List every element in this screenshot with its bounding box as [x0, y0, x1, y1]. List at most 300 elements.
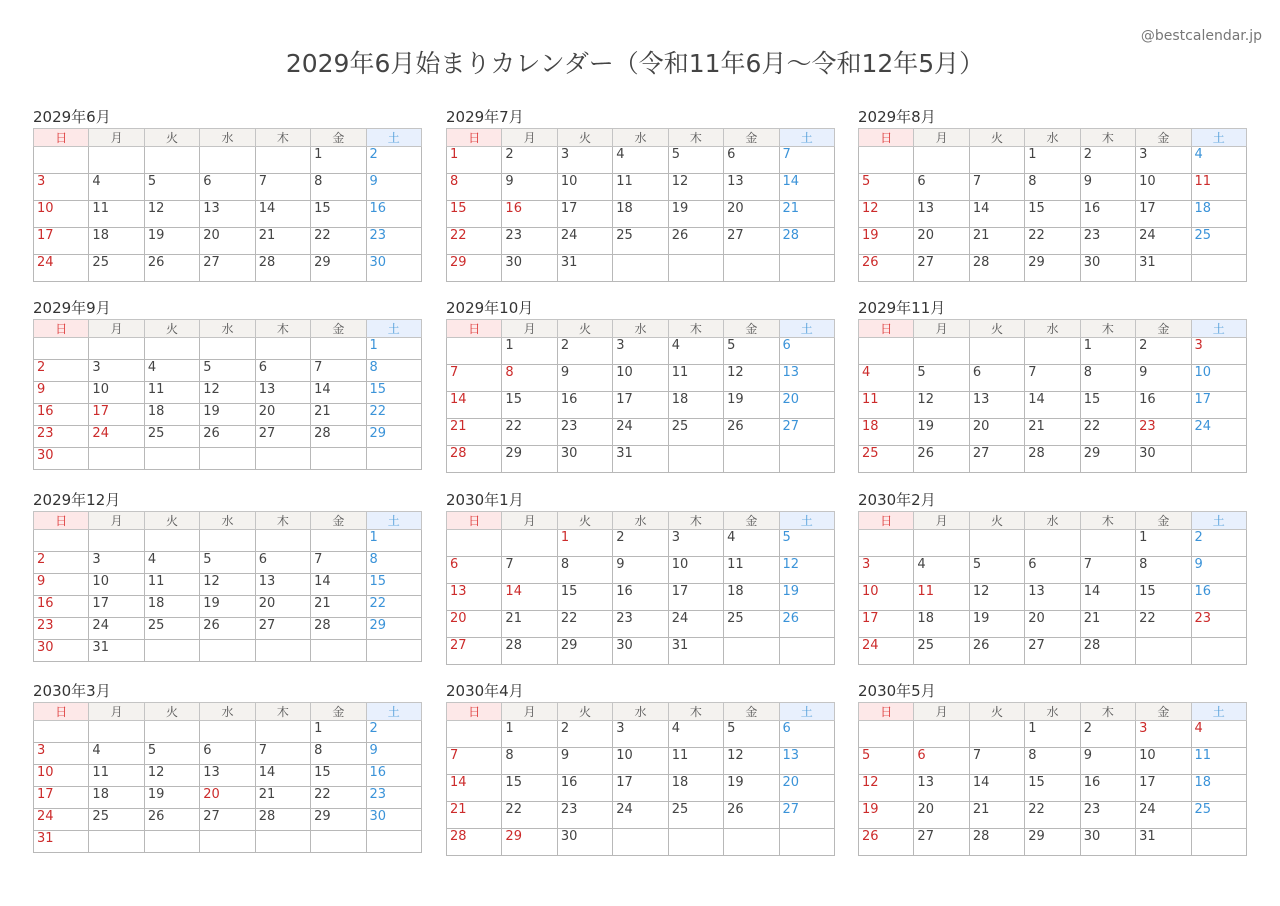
- day-cell: 7: [779, 147, 834, 174]
- day-cell: 25: [914, 638, 969, 665]
- empty-cell: [144, 448, 199, 470]
- day-cell: 28: [311, 426, 366, 448]
- day-cell: 27: [200, 255, 255, 282]
- weekday-header: 土: [366, 703, 421, 721]
- day-cell: 13: [1025, 584, 1080, 611]
- empty-cell: [144, 831, 199, 853]
- week-row: [859, 228, 1247, 255]
- month-calendar: [446, 489, 835, 665]
- month-calendar: [33, 489, 422, 662]
- day-cell: 20: [724, 201, 779, 228]
- day-cell: 10: [1136, 174, 1191, 201]
- empty-cell: [613, 829, 668, 856]
- day-cell: 3: [34, 174, 89, 201]
- day-cell: 5: [724, 721, 779, 748]
- day-cell: 18: [613, 201, 668, 228]
- month-calendar: [858, 489, 1247, 665]
- day-cell: 16: [557, 392, 612, 419]
- week-row: [859, 201, 1247, 228]
- day-cell: 6: [914, 748, 969, 775]
- day-cell: 28: [1025, 446, 1080, 473]
- month-table: [33, 511, 422, 662]
- day-cell: 6: [724, 147, 779, 174]
- day-cell: 29: [311, 255, 366, 282]
- day-cell: 26: [724, 419, 779, 446]
- day-cell: 13: [779, 365, 834, 392]
- day-cell: 3: [557, 147, 612, 174]
- weekday-header: 土: [1191, 512, 1246, 530]
- weekday-header: 月: [502, 512, 557, 530]
- day-cell: 17: [1191, 392, 1246, 419]
- day-cell: 14: [1080, 584, 1135, 611]
- day-cell: 21: [969, 802, 1024, 829]
- day-cell: 3: [1136, 147, 1191, 174]
- day-cell: 17: [1136, 775, 1191, 802]
- day-cell: 8: [502, 748, 557, 775]
- week-row: [859, 748, 1247, 775]
- week-row: [34, 201, 422, 228]
- day-cell: 17: [89, 596, 144, 618]
- day-cell: 2: [366, 147, 421, 174]
- month-calendar: [33, 106, 422, 282]
- day-cell: 7: [447, 365, 502, 392]
- day-cell: 27: [779, 419, 834, 446]
- day-cell: 5: [914, 365, 969, 392]
- day-cell: 13: [200, 201, 255, 228]
- day-cell: 19: [724, 392, 779, 419]
- day-cell: 24: [1136, 228, 1191, 255]
- weekday-header: 水: [1025, 512, 1080, 530]
- day-cell: 26: [668, 228, 723, 255]
- day-cell: 23: [1080, 228, 1135, 255]
- day-cell: 31: [613, 446, 668, 473]
- week-row: [859, 338, 1247, 365]
- day-cell: 8: [557, 557, 612, 584]
- day-cell: 28: [311, 618, 366, 640]
- weekday-header: 金: [724, 129, 779, 147]
- day-cell: 27: [447, 638, 502, 665]
- empty-cell: [89, 147, 144, 174]
- day-cell: 16: [1080, 201, 1135, 228]
- day-cell: 28: [779, 228, 834, 255]
- empty-cell: [1191, 829, 1246, 856]
- weekday-header: 木: [668, 129, 723, 147]
- day-cell: 18: [89, 787, 144, 809]
- empty-cell: [200, 721, 255, 743]
- day-cell: 5: [144, 174, 199, 201]
- week-row: [34, 596, 422, 618]
- day-cell: 3: [1191, 338, 1246, 365]
- day-cell: 6: [1025, 557, 1080, 584]
- day-cell: 27: [969, 446, 1024, 473]
- day-cell: 12: [200, 574, 255, 596]
- week-row: [859, 255, 1247, 282]
- weekday-header: 月: [502, 129, 557, 147]
- day-cell: 22: [1136, 611, 1191, 638]
- day-cell: 5: [144, 743, 199, 765]
- empty-cell: [200, 831, 255, 853]
- weekday-header: 水: [1025, 703, 1080, 721]
- day-cell: 10: [859, 584, 914, 611]
- week-row: [859, 721, 1247, 748]
- day-cell: 29: [366, 426, 421, 448]
- month-calendar: [446, 680, 835, 856]
- day-cell: 17: [34, 787, 89, 809]
- day-cell: 4: [613, 147, 668, 174]
- day-cell: 29: [1025, 255, 1080, 282]
- week-row: [859, 392, 1247, 419]
- empty-cell: [859, 721, 914, 748]
- week-row: [859, 557, 1247, 584]
- day-cell: 25: [668, 419, 723, 446]
- empty-cell: [255, 530, 310, 552]
- month-calendar: [33, 297, 422, 470]
- day-cell: 15: [366, 382, 421, 404]
- day-cell: 22: [311, 228, 366, 255]
- day-cell: 21: [447, 802, 502, 829]
- month-table: [33, 702, 422, 853]
- empty-cell: [255, 640, 310, 662]
- day-cell: 8: [311, 174, 366, 201]
- day-cell: 12: [859, 201, 914, 228]
- day-cell: 11: [89, 765, 144, 787]
- day-cell: 24: [859, 638, 914, 665]
- month-table: [446, 511, 835, 665]
- month-label: 2030年3月: [33, 682, 111, 700]
- day-cell: 18: [668, 392, 723, 419]
- weekday-header: 土: [1191, 703, 1246, 721]
- week-row: [859, 611, 1247, 638]
- empty-cell: [724, 255, 779, 282]
- day-cell: 20: [1025, 611, 1080, 638]
- empty-cell: [502, 530, 557, 557]
- day-cell: 4: [859, 365, 914, 392]
- day-cell: 23: [366, 787, 421, 809]
- day-cell: 16: [366, 201, 421, 228]
- day-cell: 21: [311, 404, 366, 426]
- day-cell: 26: [144, 255, 199, 282]
- week-row: [447, 201, 835, 228]
- day-cell: 14: [969, 775, 1024, 802]
- day-cell: 25: [89, 255, 144, 282]
- day-cell: 11: [859, 392, 914, 419]
- day-cell: 1: [1025, 147, 1080, 174]
- day-cell: 5: [724, 338, 779, 365]
- day-cell: 26: [724, 802, 779, 829]
- day-cell: 19: [914, 419, 969, 446]
- day-cell: 6: [969, 365, 1024, 392]
- month-table: [33, 319, 422, 470]
- empty-cell: [200, 530, 255, 552]
- weekday-header: 日: [859, 512, 914, 530]
- day-cell: 20: [255, 404, 310, 426]
- weekday-header: 火: [969, 512, 1024, 530]
- day-cell: 12: [200, 382, 255, 404]
- day-cell: 28: [255, 809, 310, 831]
- week-row: [859, 638, 1247, 665]
- day-cell: 11: [1191, 748, 1246, 775]
- empty-cell: [1136, 638, 1191, 665]
- empty-cell: [914, 338, 969, 365]
- day-cell: 25: [859, 446, 914, 473]
- day-cell: 7: [969, 174, 1024, 201]
- day-cell: 9: [34, 574, 89, 596]
- day-cell: 31: [668, 638, 723, 665]
- day-cell: 10: [668, 557, 723, 584]
- day-cell: 28: [447, 446, 502, 473]
- day-cell: 27: [914, 255, 969, 282]
- day-cell: 6: [779, 338, 834, 365]
- month-calendar: [858, 106, 1247, 282]
- day-cell: 16: [557, 775, 612, 802]
- weekday-header: 木: [668, 512, 723, 530]
- weekday-header: 火: [144, 320, 199, 338]
- empty-cell: [914, 530, 969, 557]
- empty-cell: [779, 638, 834, 665]
- day-cell: 30: [557, 446, 612, 473]
- weekday-header: 金: [311, 512, 366, 530]
- weekday-header: 月: [914, 703, 969, 721]
- week-row: [34, 228, 422, 255]
- empty-cell: [311, 338, 366, 360]
- empty-cell: [366, 640, 421, 662]
- day-cell: 4: [914, 557, 969, 584]
- day-cell: 11: [144, 574, 199, 596]
- day-cell: 2: [1080, 147, 1135, 174]
- day-cell: 3: [89, 552, 144, 574]
- day-cell: 25: [89, 809, 144, 831]
- weekday-header: 木: [255, 512, 310, 530]
- day-cell: 22: [1025, 228, 1080, 255]
- day-cell: 17: [613, 775, 668, 802]
- week-row: [34, 404, 422, 426]
- weekday-header: 日: [447, 703, 502, 721]
- weekday-header: 火: [969, 320, 1024, 338]
- weekday-header: 月: [914, 512, 969, 530]
- day-cell: 25: [144, 426, 199, 448]
- day-cell: 28: [1080, 638, 1135, 665]
- empty-cell: [914, 147, 969, 174]
- day-cell: 9: [1191, 557, 1246, 584]
- week-row: [447, 721, 835, 748]
- weekday-header: 日: [859, 320, 914, 338]
- empty-cell: [255, 831, 310, 853]
- day-cell: 17: [668, 584, 723, 611]
- weekday-header: 金: [311, 703, 366, 721]
- day-cell: 2: [502, 147, 557, 174]
- day-cell: 2: [34, 552, 89, 574]
- day-cell: 22: [366, 596, 421, 618]
- empty-cell: [89, 448, 144, 470]
- weekday-header: 木: [1080, 129, 1135, 147]
- day-cell: 4: [1191, 721, 1246, 748]
- page-title: 2029年6月始まりカレンダー（令和11年6月〜令和12年5月）: [285, 49, 985, 78]
- day-cell: 10: [613, 748, 668, 775]
- day-cell: 16: [502, 201, 557, 228]
- day-cell: 11: [1191, 174, 1246, 201]
- day-cell: 30: [1080, 255, 1135, 282]
- day-cell: 10: [1136, 748, 1191, 775]
- day-cell: 7: [969, 748, 1024, 775]
- day-cell: 25: [1191, 802, 1246, 829]
- day-cell: 27: [255, 618, 310, 640]
- day-cell: 20: [779, 392, 834, 419]
- day-cell: 14: [779, 174, 834, 201]
- weekday-header: 日: [34, 512, 89, 530]
- day-cell: 27: [1025, 638, 1080, 665]
- day-cell: 15: [1025, 201, 1080, 228]
- day-cell: 12: [914, 392, 969, 419]
- day-cell: 9: [366, 174, 421, 201]
- weekday-header: 木: [1080, 512, 1135, 530]
- week-row: [859, 530, 1247, 557]
- empty-cell: [200, 640, 255, 662]
- day-cell: 20: [914, 802, 969, 829]
- day-cell: 2: [557, 721, 612, 748]
- day-cell: 31: [557, 255, 612, 282]
- day-cell: 18: [1191, 201, 1246, 228]
- week-row: [447, 775, 835, 802]
- day-cell: 5: [668, 147, 723, 174]
- empty-cell: [200, 338, 255, 360]
- day-cell: 28: [255, 255, 310, 282]
- empty-cell: [311, 448, 366, 470]
- empty-cell: [724, 829, 779, 856]
- weekday-header: 日: [447, 512, 502, 530]
- empty-cell: [144, 640, 199, 662]
- day-cell: 29: [447, 255, 502, 282]
- empty-cell: [1025, 338, 1080, 365]
- day-cell: 14: [969, 201, 1024, 228]
- day-cell: 4: [89, 743, 144, 765]
- month-table: [858, 319, 1247, 473]
- month-calendar: [446, 106, 835, 282]
- day-cell: 31: [1136, 255, 1191, 282]
- day-cell: 13: [724, 174, 779, 201]
- empty-cell: [779, 829, 834, 856]
- day-cell: 12: [724, 365, 779, 392]
- day-cell: 23: [34, 618, 89, 640]
- day-cell: 31: [89, 640, 144, 662]
- month-label: 2030年2月: [858, 491, 936, 509]
- day-cell: 20: [200, 787, 255, 809]
- day-cell: 18: [668, 775, 723, 802]
- empty-cell: [34, 147, 89, 174]
- day-cell: 24: [34, 255, 89, 282]
- day-cell: 1: [502, 338, 557, 365]
- day-cell: 7: [255, 743, 310, 765]
- day-cell: 29: [1025, 829, 1080, 856]
- day-cell: 12: [724, 748, 779, 775]
- weekday-header: 月: [502, 320, 557, 338]
- day-cell: 2: [1136, 338, 1191, 365]
- month-label: 2030年5月: [858, 682, 936, 700]
- day-cell: 28: [969, 829, 1024, 856]
- weekday-header: 火: [144, 129, 199, 147]
- empty-cell: [366, 831, 421, 853]
- empty-cell: [255, 448, 310, 470]
- day-cell: 5: [969, 557, 1024, 584]
- weekday-header: 火: [557, 129, 612, 147]
- empty-cell: [1191, 638, 1246, 665]
- day-cell: 19: [724, 775, 779, 802]
- day-cell: 30: [613, 638, 668, 665]
- empty-cell: [144, 530, 199, 552]
- day-cell: 15: [311, 765, 366, 787]
- day-cell: 24: [1136, 802, 1191, 829]
- empty-cell: [447, 721, 502, 748]
- weekday-header: 水: [200, 320, 255, 338]
- week-row: [447, 255, 835, 282]
- day-cell: 25: [668, 802, 723, 829]
- day-cell: 26: [859, 829, 914, 856]
- day-cell: 7: [1025, 365, 1080, 392]
- day-cell: 1: [1025, 721, 1080, 748]
- weekday-header: 土: [366, 512, 421, 530]
- weekday-header: 金: [1136, 703, 1191, 721]
- week-row: [447, 638, 835, 665]
- week-row: [447, 228, 835, 255]
- weekday-header: 日: [859, 129, 914, 147]
- day-cell: 4: [668, 338, 723, 365]
- month-calendar: [858, 680, 1247, 856]
- weekday-header: 土: [779, 129, 834, 147]
- day-cell: 23: [34, 426, 89, 448]
- month-calendar: [33, 680, 422, 853]
- day-cell: 22: [502, 419, 557, 446]
- day-cell: 28: [502, 638, 557, 665]
- day-cell: 11: [724, 557, 779, 584]
- empty-cell: [144, 338, 199, 360]
- day-cell: 1: [311, 147, 366, 174]
- day-cell: 15: [1025, 775, 1080, 802]
- day-cell: 19: [779, 584, 834, 611]
- day-cell: 13: [447, 584, 502, 611]
- week-row: [34, 809, 422, 831]
- week-row: [859, 802, 1247, 829]
- week-row: [447, 392, 835, 419]
- empty-cell: [668, 446, 723, 473]
- day-cell: 16: [1191, 584, 1246, 611]
- empty-cell: [255, 338, 310, 360]
- day-cell: 22: [311, 787, 366, 809]
- week-row: [34, 448, 422, 470]
- empty-cell: [34, 338, 89, 360]
- day-cell: 8: [366, 552, 421, 574]
- day-cell: 25: [613, 228, 668, 255]
- day-cell: 2: [1191, 530, 1246, 557]
- empty-cell: [969, 338, 1024, 365]
- empty-cell: [200, 448, 255, 470]
- month-label: 2030年1月: [446, 491, 524, 509]
- weekday-header: 水: [200, 129, 255, 147]
- day-cell: 30: [366, 809, 421, 831]
- day-cell: 27: [724, 228, 779, 255]
- empty-cell: [969, 530, 1024, 557]
- weekday-header: 金: [1136, 320, 1191, 338]
- weekday-header: 火: [557, 320, 612, 338]
- empty-cell: [447, 338, 502, 365]
- day-cell: 20: [447, 611, 502, 638]
- day-cell: 10: [34, 201, 89, 228]
- month-table: [33, 128, 422, 282]
- weekday-header: 水: [1025, 320, 1080, 338]
- week-row: [34, 147, 422, 174]
- weekday-header: 月: [502, 703, 557, 721]
- empty-cell: [914, 721, 969, 748]
- weekday-header: 木: [1080, 703, 1135, 721]
- day-cell: 12: [668, 174, 723, 201]
